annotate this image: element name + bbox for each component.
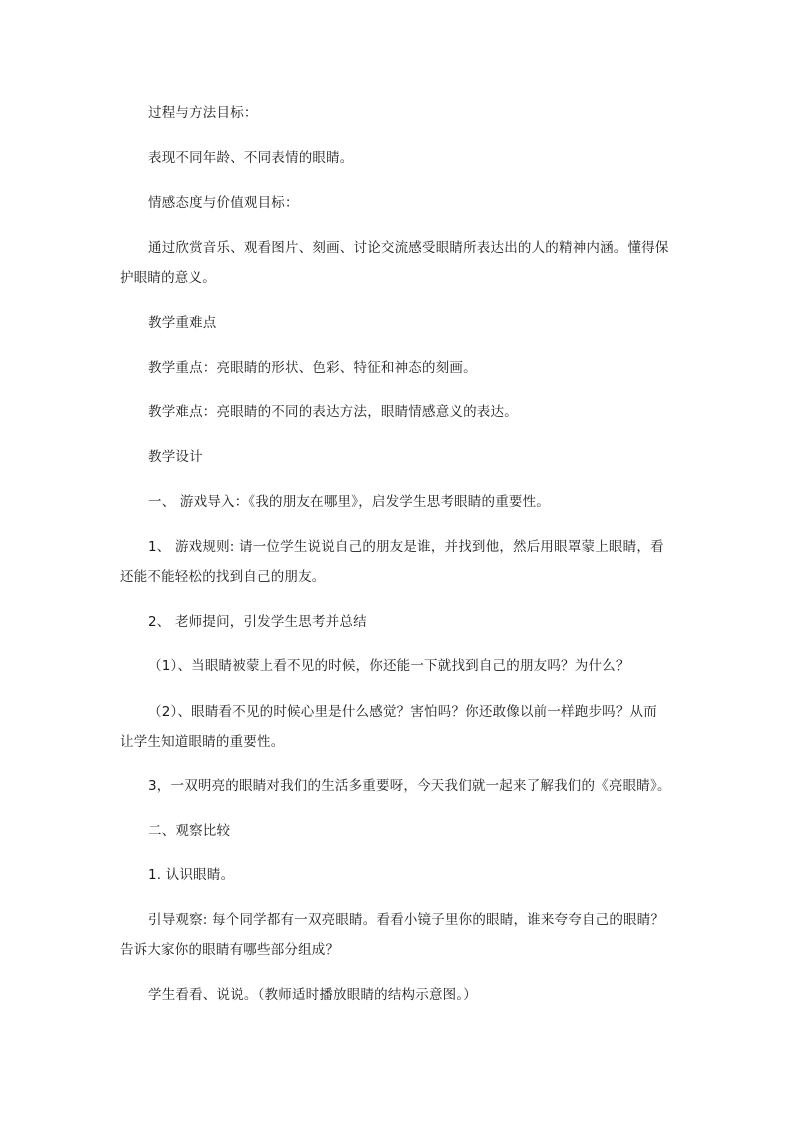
paragraph-appreciation-line-2: 护眼睛的意义。 bbox=[120, 270, 216, 286]
question-1: （1）、当眼睛被蒙上看不见的时候，你还能一下就找到自己的朋友吗？为什么？ bbox=[148, 658, 630, 674]
section-observe-compare: 二、观察比较 bbox=[148, 823, 231, 839]
item-game-rules-line-1: 1、 游戏规则: 请一位学生说说自己的朋友是谁，并找到他，然后用眼罩蒙上眼睛，看 bbox=[148, 539, 664, 555]
paragraph-appreciation-line-1: 通过欣赏音乐、观看图片、刻画、讨论交流感受眼睛所表达出的人的精神内涵。懂得保 bbox=[148, 240, 669, 256]
question-2-line-1: （2）、眼睛看不见的时候心里是什么感觉？害怕吗？你还敢像以前一样跑步吗？从而 bbox=[148, 704, 657, 720]
paragraph-key-point: 教学重点：亮眼睛的形状、色彩、特征和神态的刻画。 bbox=[148, 360, 477, 376]
item-bright-eyes-intro: 3，一双明亮的眼睛对我们的生活多重要呀，今天我们就一起来了解我们的《亮眼睛》。 bbox=[148, 778, 671, 794]
item-know-eyes: 1. 认识眼睛。 bbox=[148, 867, 235, 883]
item-game-rules-line-2: 还能不能轻松的找到自己的朋友。 bbox=[120, 569, 326, 585]
paragraph-guided-observation-line-1: 引导观察: 每个同学都有一双亮眼睛。看看小镜子里你的眼睛，谁来夸夸自己的眼睛？ bbox=[148, 912, 665, 928]
paragraph-difficult-point: 教学难点：亮眼睛的不同的表达方法，眼睛情感意义的表达。 bbox=[148, 404, 518, 420]
heading-teaching-design: 教学设计 bbox=[148, 449, 203, 465]
item-teacher-questions: 2、 老师提问，引发学生思考并总结 bbox=[148, 614, 367, 630]
paragraph-guided-observation-line-2: 告诉大家你的眼睛有哪些部分组成？ bbox=[120, 942, 340, 958]
paragraph-express-eyes: 表现不同年龄、不同表情的眼睛。 bbox=[148, 150, 354, 166]
question-2-line-2: 让学生知道眼睛的重要性。 bbox=[120, 734, 285, 750]
section-game-intro: 一、 游戏导入：《我的朋友在哪里》，启发学生思考眼睛的重要性。 bbox=[148, 494, 550, 510]
heading-emotion-attitude-goals: 情感态度与价值观目标： bbox=[148, 195, 299, 211]
heading-key-difficult-points: 教学重难点 bbox=[148, 315, 217, 331]
paragraph-students-look-and-talk: 学生看看、说说。（教师适时播放眼睛的结构示意图。） bbox=[148, 987, 477, 1003]
heading-process-method-goals: 过程与方法目标： bbox=[148, 105, 258, 121]
